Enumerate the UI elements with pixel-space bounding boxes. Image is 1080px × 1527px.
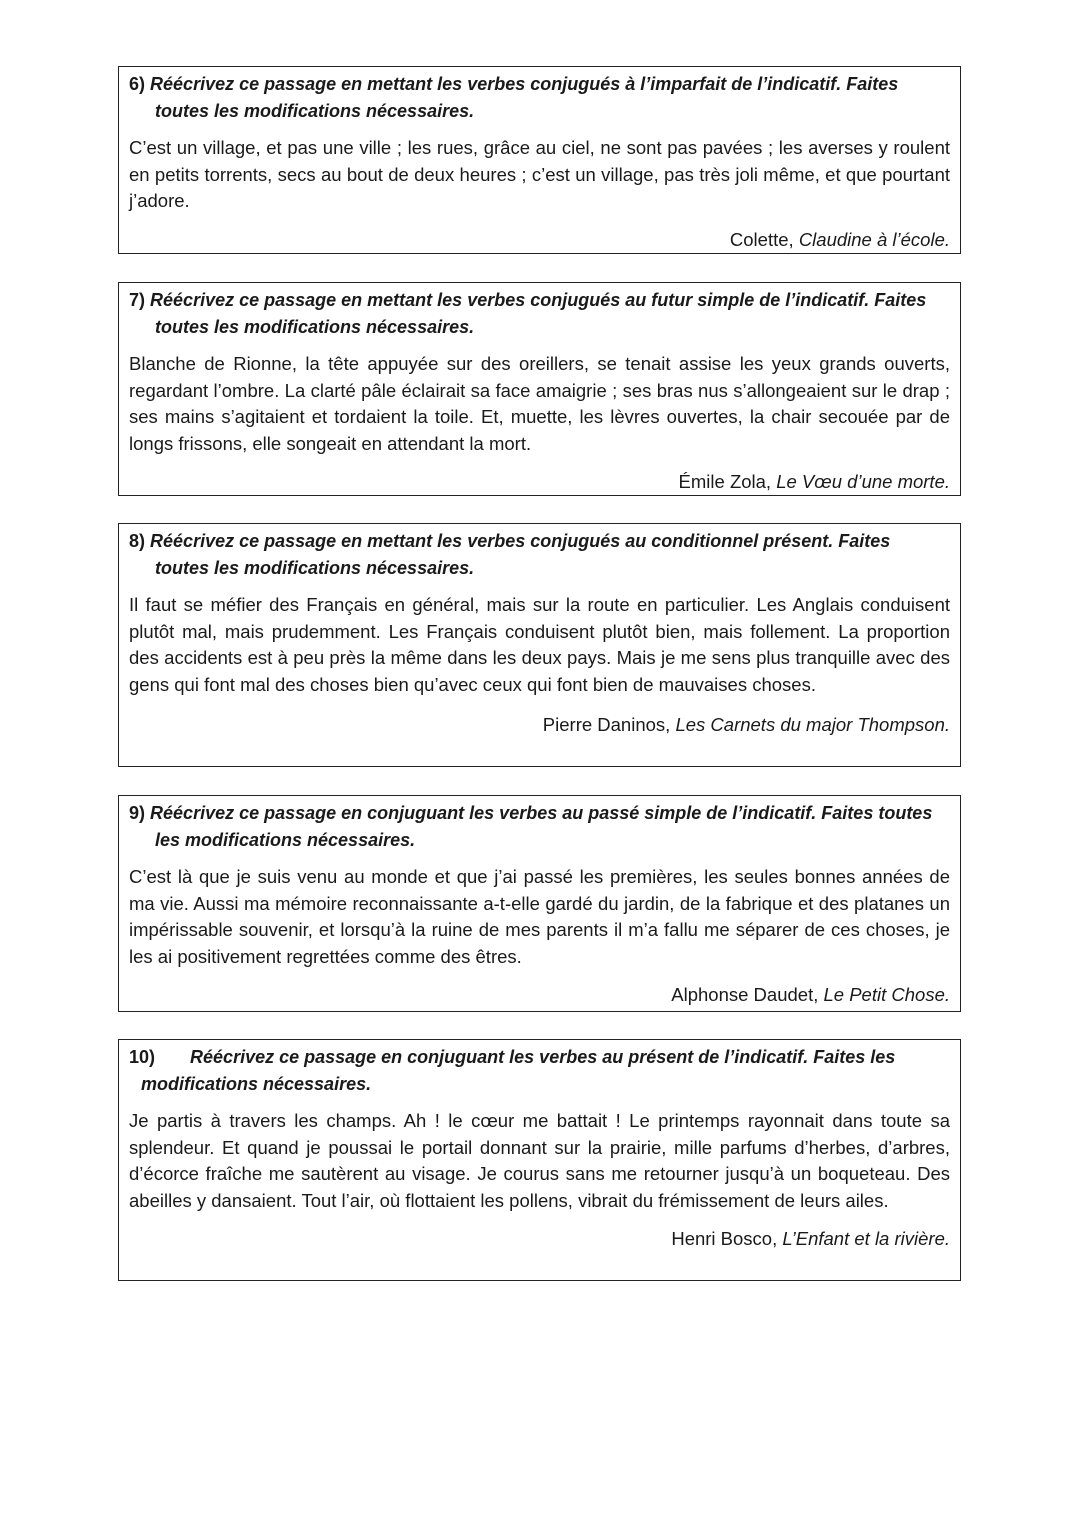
exercise-box-7: [118, 282, 961, 496]
instruction-line-2: modifications nécessaires.: [141, 1073, 372, 1094]
exercise-source: [129, 227, 950, 253]
instruction-line-2: toutes les modifications nécessaires.: [155, 100, 475, 121]
instruction-line-2: les modifications nécessaires.: [155, 829, 416, 850]
exercise-box-10: [118, 1039, 961, 1281]
exercise-instruction: [129, 71, 950, 124]
exercise-source: [129, 1226, 950, 1252]
instruction-line-1: Réécrivez ce passage en mettant les verbes conjugués au conditionnel présent. Faites: [150, 531, 891, 551]
exercise-passage: C’est là que je suis venu au monde et que j’ai passé les premières, les seules bonnes années de ma vie. Aussi ma mémoire reconnaissante a-t-elle gardé du jardin, de la fabrique et des platanes un impérissable souvenir, et lorsqu’à la ruine de mes parents il m’a fallu me séparer de ces choses, je les ai positivement regrettées comme des êtres.: [129, 866, 950, 967]
source-title: Claudine à l’école.: [798, 228, 950, 250]
source-author: Henri Bosco,: [671, 1228, 778, 1250]
exercise-passage: Je partis à travers les champs. Ah ! le cœur me battait ! Le printemps rayonnait dans toute sa splendeur. Et quand je poussai le portail donnant sur la prairie, mille parfums d’herbes, d’arbres, d’écorce fraîche me sautèrent au visage. Je courus sans me retourner jusqu’à un boqueteau. Des abeilles y dansaient. Tout l’air, où flottaient les pollens, vibrait du frémissement de leurs ailes.: [129, 1110, 950, 1211]
exercise-box-8: [118, 523, 961, 767]
instruction-line-1: Réécrivez ce passage en conjuguant les verbes au présent de l’indicatif. Faites les: [190, 1047, 896, 1067]
exercise-passage: C’est un village, et pas une ville ; les rues, grâce au ciel, ne sont pas pavées ; les averses y roulent en petits torrents, secs au bout de deux heures ; c’est un village, pas très joli même, et que pourtant j’adore.: [129, 137, 950, 212]
exercise-source: [129, 712, 950, 738]
exercise-box-9: [118, 795, 961, 1012]
source-author: Colette,: [729, 228, 794, 250]
exercise-instruction: [129, 800, 950, 853]
instruction-line-1: Réécrivez ce passage en mettant les verbes conjugués à l’imparfait de l’indicatif. Faites: [150, 74, 899, 94]
exercise-passage: Blanche de Rionne, la tête appuyée sur des oreillers, se tenait assise les yeux grands ouverts, regardant l’ombre. La clarté pâle éclairait sa face amaigrie ; ses bras nus s’allongeaient sur le drap ; ses mains s’agitaient et tordaient la toile. Et, muette, les lèvres ouvertes, la chair secouée par de longs frissons, elle songeait en attendant la mort.: [129, 353, 950, 454]
source-author: Émile Zola,: [678, 471, 772, 493]
source-author: Pierre Daninos,: [542, 714, 671, 736]
exercise-source: [129, 469, 950, 495]
exercise-number: 9): [129, 803, 146, 823]
exercise-source: [129, 982, 950, 1008]
exercise-number: 6): [129, 74, 146, 94]
instruction-line-2: toutes les modifications nécessaires.: [155, 316, 475, 337]
exercise-instruction: [129, 528, 950, 581]
source-title: Le Vœu d’une morte.: [776, 471, 950, 493]
source-author: Alphonse Daudet,: [671, 984, 819, 1006]
exercise-instruction: [129, 1044, 950, 1097]
instruction-line-2: toutes les modifications nécessaires.: [155, 557, 475, 578]
exercise-number: 7): [129, 290, 146, 310]
source-title: Les Carnets du major Thompson.: [675, 714, 950, 736]
exercise-passage: Il faut se méfier des Français en général, mais sur la route en particulier. Les Anglais conduisent plutôt mal, mais prudemment. Les Français conduisent plutôt bien, mais follement. La proportion des accidents est à peu près la même dans les deux pays. Mais je me sens plus tranquille avec des gens qui font mal des choses bien qu’avec ceux qui font bien de mauvaises choses.: [129, 594, 950, 695]
exercise-instruction: [129, 287, 950, 340]
source-title: L’Enfant et la rivière.: [782, 1228, 950, 1250]
instruction-line-1: Réécrivez ce passage en conjuguant les verbes au passé simple de l’indicatif. Faites toutes: [150, 803, 933, 823]
instruction-line-1: Réécrivez ce passage en mettant les verbes conjugués au futur simple de l’indicatif. Faites: [150, 290, 927, 310]
exercise-number: 8): [129, 531, 146, 551]
exercise-box-6: [118, 66, 961, 254]
exercise-number: 10): [129, 1047, 156, 1067]
source-title: Le Petit Chose.: [823, 984, 950, 1006]
